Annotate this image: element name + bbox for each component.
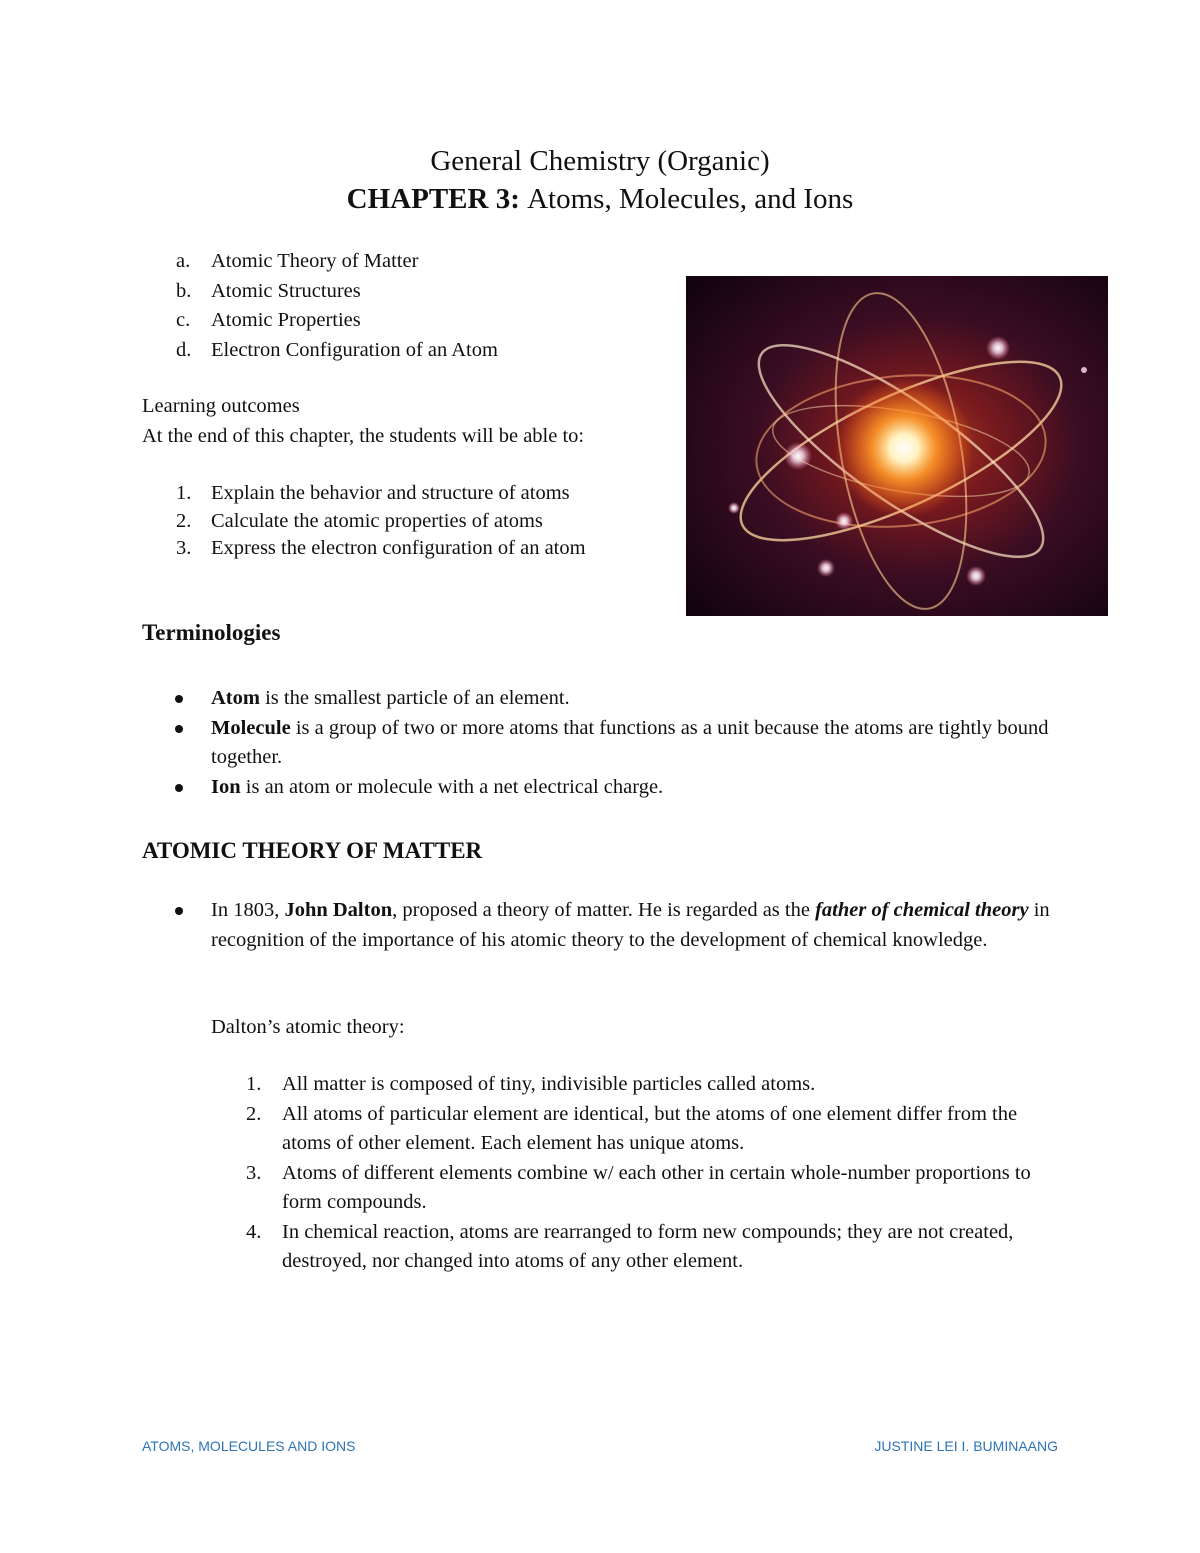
term-item-atom: Atom is the smallest particle of an element. (142, 684, 1062, 714)
atomic-theory-heading: ATOMIC THEORY OF MATTER (142, 838, 483, 863)
dalton-theory-list (212, 1070, 1062, 1277)
chapter-title: Atoms, Molecules, and Ions (527, 183, 854, 215)
topic-item: a. Atomic Theory of Matter (176, 250, 419, 272)
list-item: 2. All atoms of particular element are identical, but the atoms of one element differ from the atoms of other element. Each element has unique atoms. (246, 1102, 1018, 1154)
topic-list (142, 247, 498, 365)
list-item: 1. All matter is composed of tiny, indivisible particles called atoms. (246, 1073, 816, 1095)
title-line-2 (0, 180, 1200, 218)
title-line-1: General Chemistry (Organic) (430, 145, 770, 177)
bullet-icon (175, 695, 183, 703)
learning-outcomes-heading: Learning outcomes (142, 395, 300, 417)
page-title (0, 142, 1200, 218)
list-item: 4. In chemical reaction, atoms are rearranged to form new compounds; they are not created, destroyed, nor changed into atoms of any other element. (246, 1220, 1014, 1272)
topic-item: c. Atomic Properties (176, 309, 361, 331)
outcome-item: 2. Calculate the atomic properties of atoms (176, 509, 543, 532)
term-item-molecule: Molecule is a group of two or more atoms that functions as a unit because the atoms are tightly bound together. (142, 714, 1062, 773)
chapter-label: CHAPTER 3: (346, 183, 520, 215)
footer-left: ATOMS, MOLECULES AND IONS (142, 1438, 356, 1454)
outcome-item: 1. Explain the behavior and structure of atoms (176, 482, 570, 504)
bullet-icon (175, 784, 183, 792)
dalton-paragraph: In 1803, John Dalton, proposed a theory of matter. He is regarded as the father of chemical theory in recognition of the importance of his atomic theory to the development of chemical knowledge. (142, 896, 1062, 955)
bullet-icon (175, 907, 183, 915)
topic-item: d. Electron Configuration of an Atom (176, 338, 498, 361)
learning-outcomes-intro: At the end of this chapter, the students will be able to: (142, 425, 585, 447)
terminologies-heading: Terminologies (142, 620, 281, 645)
outcome-item: 3. Express the electron configuration of an atom (176, 537, 586, 559)
term-item-ion: Ion is an atom or molecule with a net electrical charge. (142, 773, 1062, 803)
topic-item: b. Atomic Structures (176, 279, 361, 302)
terminologies-list (142, 684, 1062, 802)
dalton-theory-heading: Dalton’s atomic theory: (211, 1016, 405, 1038)
learning-outcomes-list (142, 480, 586, 563)
atom-illustration (686, 276, 1108, 616)
footer-right: JUSTINE LEI I. BUMINAANG (874, 1438, 1058, 1454)
atomic-theory-list (142, 896, 1062, 955)
list-item: 3. Atoms of different elements combine w/ each other in certain whole-number proportions to form compounds. (246, 1161, 1031, 1213)
bullet-icon (175, 725, 183, 733)
